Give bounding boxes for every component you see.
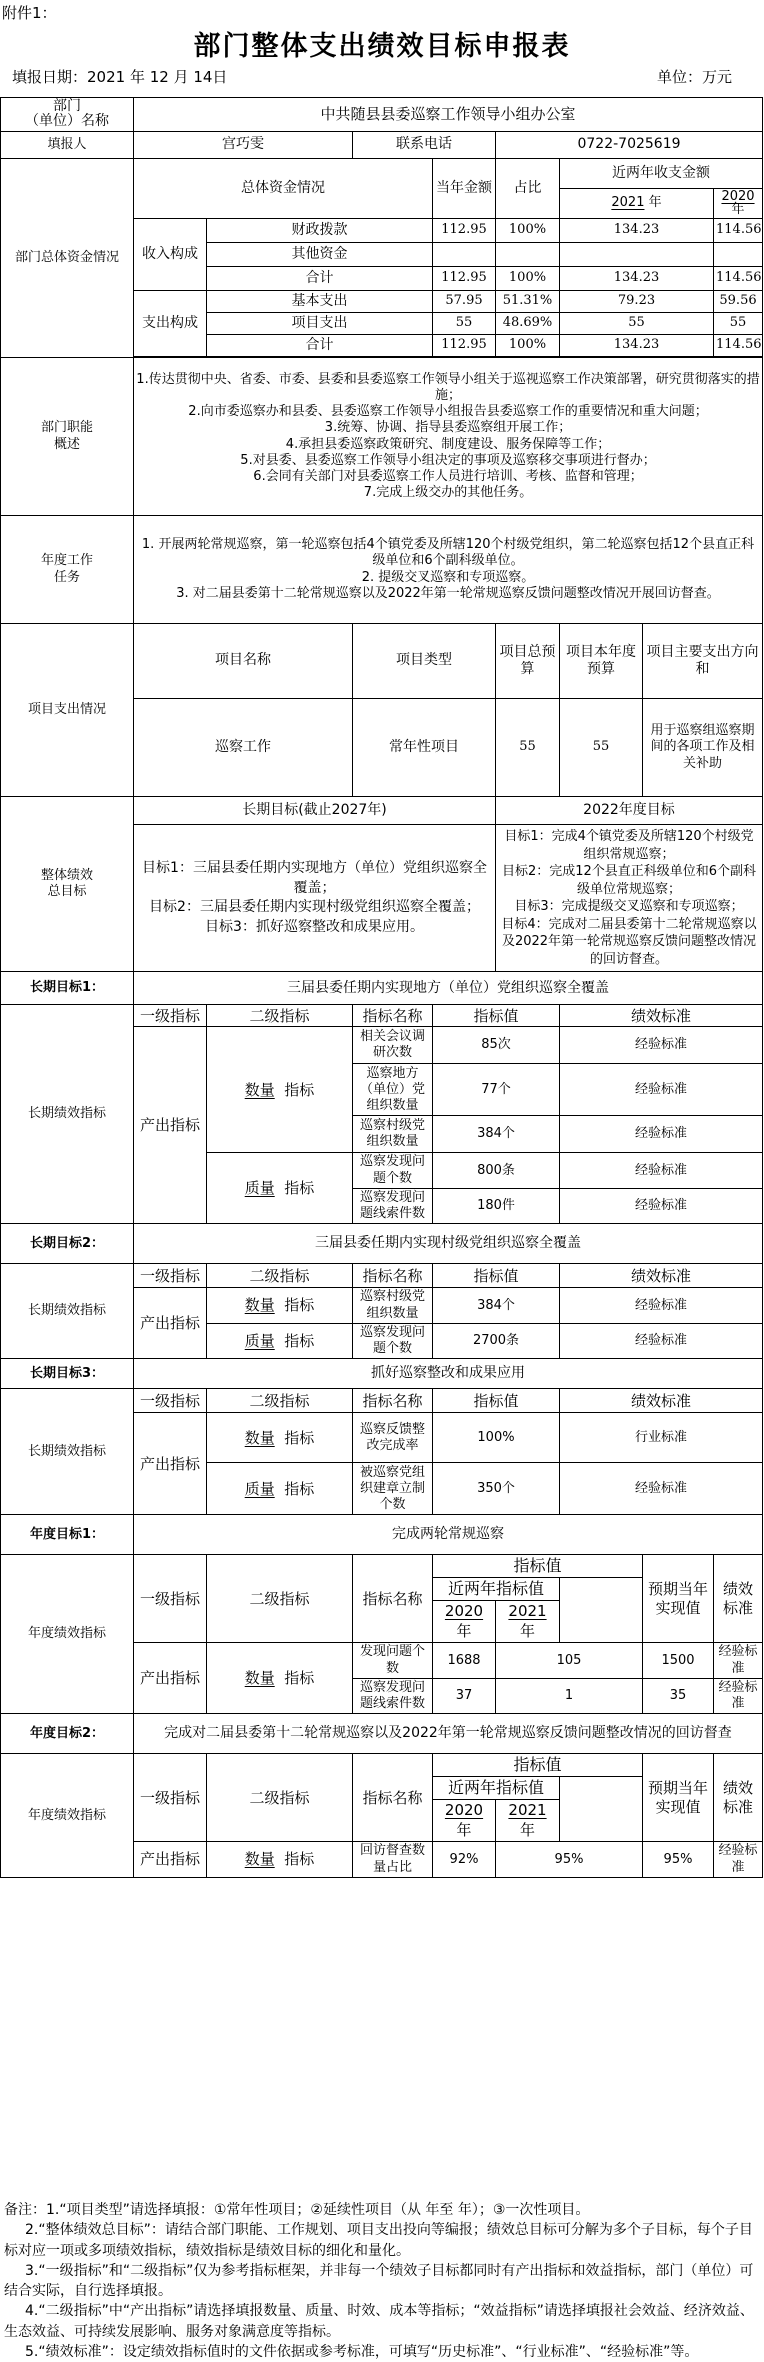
project-section-label: 项目支出情况 bbox=[1, 624, 134, 797]
expense-total-ratio: 100% bbox=[496, 335, 560, 357]
funds-year-2020 bbox=[714, 188, 763, 218]
funds-section-label: 部门总体资金情况 bbox=[1, 158, 134, 357]
task-item: 2. 提级交叉巡察和专项巡察。 bbox=[361, 569, 535, 585]
long2-quantity bbox=[207, 1288, 353, 1324]
long3-ind-name: 被巡察党组织建章立制个数 bbox=[353, 1463, 433, 1515]
year-goal-item: 目标3：完成提级交叉巡察和专项巡察； bbox=[514, 899, 744, 915]
year1-indvalue-header: 指标值 bbox=[433, 1555, 643, 1578]
long3-perf-label: 长期绩效指标 bbox=[1, 1389, 134, 1515]
basic-label: 基本支出 bbox=[207, 291, 433, 313]
long3-level1-header: 一级指标 bbox=[134, 1389, 207, 1413]
project-header-direction: 项目主要支出方向和 bbox=[643, 624, 763, 699]
long2-quality-word: 质量 bbox=[244, 1331, 275, 1350]
year1-ind-2020: 37 bbox=[433, 1678, 496, 1714]
other-2020 bbox=[714, 243, 763, 267]
filler-name: 宫巧雯 bbox=[134, 131, 353, 158]
long1-quality-suffix: 指标 bbox=[284, 1179, 315, 1198]
long1-ind-standard: 经验标准 bbox=[560, 1153, 763, 1189]
project-2021: 55 bbox=[560, 313, 714, 335]
year2-ind-standard: 经验标准 bbox=[714, 1842, 763, 1878]
project-header-name: 项目名称 bbox=[134, 624, 353, 699]
long1-ind-name: 巡察发现问题线索件数 bbox=[353, 1188, 433, 1224]
long2-level2-header: 二级指标 bbox=[207, 1264, 353, 1288]
tasks-label: 年度工作 任务 bbox=[1, 516, 134, 624]
long3-ind-value: 100% bbox=[433, 1413, 560, 1463]
other-amount bbox=[433, 243, 496, 267]
year1-recent-header: 近两年指标值 bbox=[433, 1578, 560, 1601]
overall-long-text bbox=[134, 825, 496, 972]
fiscal-label: 财政拨款 bbox=[207, 219, 433, 243]
long3-indname-header: 指标名称 bbox=[353, 1389, 433, 1413]
project-2020: 55 bbox=[714, 313, 763, 335]
long3-quantity-word: 数量 bbox=[244, 1428, 275, 1447]
overall-year-header: 2022年度目标 bbox=[496, 797, 763, 825]
project-header-total: 项目总预算 bbox=[496, 624, 560, 699]
duty-item: 2.向市委巡察办和县委、县委巡察工作领导小组报告县委巡察工作的重要情况和重大问题； bbox=[188, 404, 708, 420]
long2-label: 长期目标2： bbox=[1, 1224, 134, 1264]
long2-ind-name: 巡察发现问题个数 bbox=[353, 1323, 433, 1359]
long3-quantity-suffix: 指标 bbox=[284, 1428, 315, 1447]
long1-ind-value: 85次 bbox=[433, 1027, 560, 1064]
income-total-2021: 134.23 bbox=[560, 267, 714, 291]
year1-col-2020 bbox=[433, 1601, 496, 1643]
unit-value: 万元 bbox=[701, 68, 732, 86]
phone-value: 0722-7025619 bbox=[496, 131, 763, 158]
long3-quality-suffix: 指标 bbox=[284, 1479, 315, 1498]
long3-quality bbox=[207, 1463, 353, 1515]
year2-col-2020-value: 2020 bbox=[444, 1801, 484, 1820]
note-item: 备注：1.“项目类型”请选择填报：①常年性项目；②延续性项目（从 年至 年）；③一次性项目。 bbox=[4, 2202, 590, 2218]
fill-date bbox=[12, 66, 227, 87]
duty-item: 5.对县委、县委巡察工作领导小组决定的事项及巡察移交事项进行督办； bbox=[240, 452, 656, 468]
year1-col-2021-suffix: 年 bbox=[519, 1621, 535, 1640]
fiscal-2021: 134.23 bbox=[560, 219, 714, 243]
long-goal-item: 目标1：三届县委任期内实现地方（单位）党组织巡察全覆盖； bbox=[142, 860, 487, 896]
long1-ind-name: 巡察发现问题个数 bbox=[353, 1153, 433, 1189]
long1-ind-value: 180件 bbox=[433, 1188, 560, 1224]
long3-ind-standard: 经验标准 bbox=[560, 1463, 763, 1515]
year1-level2-header: 二级指标 bbox=[207, 1555, 353, 1643]
year2-quantity bbox=[207, 1842, 353, 1878]
overall-year-text bbox=[496, 825, 763, 972]
long3-standard-header: 绩效标准 bbox=[560, 1389, 763, 1413]
year1-col-2020-suffix: 年 bbox=[456, 1621, 472, 1640]
year2-col-2021-value: 2021 bbox=[508, 1801, 547, 1820]
long2-indvalue-header: 指标值 bbox=[433, 1264, 560, 1288]
project-expense-label: 项目支出 bbox=[207, 313, 433, 335]
long3-desc: 抓好巡察整改和成果应用 bbox=[134, 1359, 763, 1389]
long1-indvalue-header: 指标值 bbox=[433, 1005, 560, 1027]
long3-ind-standard: 行业标准 bbox=[560, 1413, 763, 1463]
long-goal-item: 目标2：三届县委任期内实现村级党组织巡察全覆盖； bbox=[149, 899, 480, 916]
long1-output-label: 产出指标 bbox=[134, 1027, 207, 1224]
long1-ind-value: 77个 bbox=[433, 1064, 560, 1116]
long1-level2-header: 二级指标 bbox=[207, 1005, 353, 1027]
year2-expected-header: 预期当年实现值 bbox=[643, 1754, 714, 1842]
phone-label: 联系电话 bbox=[353, 131, 496, 158]
year2-recent-blank bbox=[560, 1777, 643, 1842]
year2-col-2020 bbox=[433, 1800, 496, 1842]
long1-quality bbox=[207, 1153, 353, 1224]
year2-indname-header: 指标名称 bbox=[353, 1754, 433, 1842]
notes bbox=[4, 2200, 756, 2362]
duties-text bbox=[134, 358, 763, 516]
funds-header-ratio: 占比 bbox=[496, 158, 560, 218]
long2-indname-header: 指标名称 bbox=[353, 1264, 433, 1288]
basic-ratio: 51.31% bbox=[496, 291, 560, 313]
long1-ind-standard: 经验标准 bbox=[560, 1064, 763, 1116]
performance-table bbox=[0, 97, 763, 1878]
unit bbox=[657, 66, 732, 87]
year1-ind-expected: 1500 bbox=[643, 1643, 714, 1679]
long3-level2-header: 二级指标 bbox=[207, 1389, 353, 1413]
long2-ind-value: 384个 bbox=[433, 1288, 560, 1324]
year1-ind-name: 发现问题个数 bbox=[353, 1643, 433, 1679]
year1-output-label: 产出指标 bbox=[134, 1643, 207, 1714]
project-type: 常年性项目 bbox=[353, 699, 496, 797]
long1-ind-standard: 经验标准 bbox=[560, 1027, 763, 1064]
fiscal-amount: 112.95 bbox=[433, 219, 496, 243]
note-item: 2.“整体绩效总目标”：请结合部门职能、工作规划、项目支出投向等编报；绩效总目标可分解为多个子目标，每个子目标对应一项或多项绩效指标，绩效指标是绩效目标的细化和量化。 bbox=[4, 2222, 753, 2259]
other-2021 bbox=[560, 243, 714, 267]
filler-label: 填报人 bbox=[1, 131, 134, 158]
year1-label: 年度目标1： bbox=[1, 1515, 134, 1555]
dept-label: 部门 （单位）名称 bbox=[1, 98, 134, 132]
year-goal-item: 目标1：完成4个镇党委及所辖120个村级党组织常规巡察； bbox=[504, 829, 754, 862]
funds-year-2021-suffix: 年 bbox=[648, 195, 662, 211]
duty-item: 4.承担县委巡察政策研究、制度建设、服务保障等工作； bbox=[285, 436, 611, 452]
long2-desc: 三届县委任期内实现村级党组织巡察全覆盖 bbox=[134, 1224, 763, 1264]
long3-ind-name: 巡察反馈整改完成率 bbox=[353, 1413, 433, 1463]
income-total-label: 合计 bbox=[207, 267, 433, 291]
long3-indvalue-header: 指标值 bbox=[433, 1389, 560, 1413]
funds-year-2020-suffix: 年 bbox=[731, 202, 745, 218]
duty-item: 1.传达贯彻中央、省委、市委、县委和县委巡察工作领导小组关于巡视巡察工作决策部署，研究贯彻落实的措施； bbox=[136, 371, 760, 403]
other-ratio bbox=[496, 243, 560, 267]
long3-quantity bbox=[207, 1413, 353, 1463]
year-goal-item: 目标4：完成对二届县委第十二轮常规巡察以及2022年第一轮常规巡察反馈问题整改情况的回访督查。 bbox=[501, 916, 757, 967]
year2-label: 年度目标2： bbox=[1, 1714, 134, 1754]
fiscal-ratio: 100% bbox=[496, 219, 560, 243]
duty-item: 3.统筹、协调、指导县委巡察组开展工作； bbox=[324, 420, 572, 436]
funds-header-recent: 近两年收支金额 bbox=[560, 158, 763, 188]
long3-label: 长期目标3： bbox=[1, 1359, 134, 1389]
fiscal-2020: 114.56 bbox=[714, 219, 763, 243]
long2-ind-standard: 经验标准 bbox=[560, 1288, 763, 1324]
long1-ind-name: 相关会议调研次数 bbox=[353, 1027, 433, 1064]
note-item: 4.“二级指标”中“产出指标”请选择填报数量、质量、时效、成本等指标；“效益指标”请选择填报社会效益、经济效益、生态效益、可持续发展影响、服务对象满意度等指标。 bbox=[4, 2303, 754, 2340]
page-title: 部门整体支出绩效目标申报表 bbox=[193, 31, 571, 62]
year1-ind-2021: 1 bbox=[496, 1678, 643, 1714]
task-item: 1. 开展两轮常规巡察，第一轮巡察包括4个镇党委及所辖120个村级党组织，第二轮巡察包括12个县直正科级单位和6个副科级单位。 bbox=[141, 537, 755, 569]
tasks-text bbox=[134, 516, 763, 624]
income-total-ratio: 100% bbox=[496, 267, 560, 291]
long3-ind-value: 350个 bbox=[433, 1463, 560, 1515]
expense-total-2021: 134.23 bbox=[560, 335, 714, 357]
project-ratio: 48.69% bbox=[496, 313, 560, 335]
funds-header-amount: 当年金额 bbox=[433, 158, 496, 218]
long1-desc: 三届县委任期内实现地方（单位）党组织巡察全覆盖 bbox=[134, 972, 763, 1005]
year1-indname-header: 指标名称 bbox=[353, 1555, 433, 1643]
year1-expected-header: 预期当年实现值 bbox=[643, 1555, 714, 1643]
long1-quantity bbox=[207, 1027, 353, 1153]
project-name: 巡察工作 bbox=[134, 699, 353, 797]
year-goal-item: 目标2：完成12个县直正科级单位和6个副科级单位常规巡察； bbox=[501, 864, 757, 897]
year1-level1-header: 一级指标 bbox=[134, 1555, 207, 1643]
long2-level1-header: 一级指标 bbox=[134, 1264, 207, 1288]
year2-col-2021 bbox=[496, 1800, 560, 1842]
expense-total-2020: 114.56 bbox=[714, 335, 763, 357]
dept-name: 中共随县县委巡察工作领导小组办公室 bbox=[134, 98, 763, 132]
attachment-label: 附件1： bbox=[2, 4, 57, 22]
basic-2020: 59.56 bbox=[714, 291, 763, 313]
expense-total-amount: 112.95 bbox=[433, 335, 496, 357]
year1-quantity-suffix: 指标 bbox=[284, 1669, 315, 1688]
year1-col-2021 bbox=[496, 1601, 560, 1643]
long1-standard-header: 绩效标准 bbox=[560, 1005, 763, 1027]
year1-desc: 完成两轮常规巡察 bbox=[134, 1515, 763, 1555]
long2-ind-value: 2700条 bbox=[433, 1323, 560, 1359]
year2-col-2020-suffix: 年 bbox=[456, 1820, 472, 1839]
income-total-amount: 112.95 bbox=[433, 267, 496, 291]
year1-quantity-word: 数量 bbox=[244, 1669, 275, 1688]
year2-quantity-suffix: 指标 bbox=[284, 1850, 315, 1869]
basic-2021: 79.23 bbox=[560, 291, 714, 313]
long2-quality-suffix: 指标 bbox=[284, 1331, 315, 1350]
duties-label: 部门职能 概述 bbox=[1, 358, 134, 516]
year2-level1-header: 一级指标 bbox=[134, 1754, 207, 1842]
year2-quantity-word: 数量 bbox=[244, 1850, 275, 1869]
year1-std-header: 绩效标准 bbox=[714, 1555, 763, 1643]
expense-total-label: 合计 bbox=[207, 335, 433, 357]
expense-label: 支出构成 bbox=[134, 291, 207, 357]
long1-indname-header: 指标名称 bbox=[353, 1005, 433, 1027]
unit-label: 单位： bbox=[656, 68, 702, 86]
income-label: 收入构成 bbox=[134, 219, 207, 291]
long1-ind-standard: 经验标准 bbox=[560, 1188, 763, 1224]
year1-ind-2021: 105 bbox=[496, 1643, 643, 1679]
other-funds-label: 其他资金 bbox=[207, 243, 433, 267]
long2-perf-label: 长期绩效指标 bbox=[1, 1264, 134, 1359]
year2-desc: 完成对二届县委第十二轮常规巡察以及2022年第一轮常规巡察反馈问题整改情况的回访督查 bbox=[134, 1714, 763, 1754]
long1-quality-word: 质量 bbox=[244, 1179, 275, 1198]
long2-output-label: 产出指标 bbox=[134, 1288, 207, 1359]
long2-ind-name: 巡察村级党组织数量 bbox=[353, 1288, 433, 1324]
long1-label: 长期目标1： bbox=[1, 972, 134, 1005]
year2-ind-2021: 95% bbox=[496, 1842, 643, 1878]
long-goal-item: 目标3：抓好巡察整改和成果应用。 bbox=[205, 918, 424, 935]
funds-year-2021-value: 2021 bbox=[611, 195, 645, 211]
project-total-budget: 55 bbox=[496, 699, 560, 797]
long1-ind-name: 巡察村级党组织数量 bbox=[353, 1116, 433, 1153]
project-header-type: 项目类型 bbox=[353, 624, 496, 699]
year2-col-2021-suffix: 年 bbox=[519, 1820, 535, 1839]
year1-quantity bbox=[207, 1643, 353, 1714]
project-direction: 用于巡察组巡察期间的各项工作及相关补助 bbox=[643, 699, 763, 797]
fill-info-row bbox=[12, 66, 752, 92]
duty-item: 7.完成上级交办的其他任务。 bbox=[363, 485, 533, 501]
year2-indvalue-header: 指标值 bbox=[433, 1754, 643, 1777]
funds-year-2021 bbox=[560, 188, 714, 218]
task-item: 3. 对二届县委第十二轮常规巡察以及2022年第一轮常规巡察反馈问题整改情况开展回访督查。 bbox=[176, 585, 720, 601]
note-item: 5.“绩效标准”：设定绩效指标值时的文件依据或参考标准，可填写“历史标准”、“行业标准”、“经验标准”等。 bbox=[25, 2344, 699, 2361]
long1-ind-standard: 经验标准 bbox=[560, 1116, 763, 1153]
year2-ind-2020: 92% bbox=[433, 1842, 496, 1878]
overall-long-header: 长期目标(截止2027年) bbox=[134, 797, 496, 825]
fill-date-label: 填报日期： bbox=[12, 68, 88, 86]
project-year-budget: 55 bbox=[560, 699, 643, 797]
year1-perf-label: 年度绩效指标 bbox=[1, 1555, 134, 1714]
year2-ind-name: 回访督查数量占比 bbox=[353, 1842, 433, 1878]
long1-perf-label: 长期绩效指标 bbox=[1, 1005, 134, 1224]
year2-recent-header: 近两年指标值 bbox=[433, 1777, 560, 1800]
project-amount: 55 bbox=[433, 313, 496, 335]
year1-col-2021-value: 2021 bbox=[508, 1602, 547, 1621]
note-item: 3.“一级指标”和“二级指标”仅为参考指标框架，并非每一个绩效子目标都同时有产出指标和效益指标，部门（单位）可结合实际，自行选择填报。 bbox=[4, 2262, 754, 2300]
overall-label: 整体绩效 总目标 bbox=[1, 797, 134, 972]
long1-ind-value: 384个 bbox=[433, 1116, 560, 1153]
funds-header-total: 总体资金情况 bbox=[134, 158, 433, 218]
year1-ind-standard: 经验标准 bbox=[714, 1643, 763, 1679]
year2-level2-header: 二级指标 bbox=[207, 1754, 353, 1842]
long3-quality-word: 质量 bbox=[244, 1479, 275, 1498]
year1-ind-expected: 35 bbox=[643, 1678, 714, 1714]
year2-std-header: 绩效标准 bbox=[714, 1754, 763, 1842]
income-total-2020: 114.56 bbox=[714, 267, 763, 291]
year1-recent-blank bbox=[560, 1578, 643, 1643]
funds-year-2020-value: 2020 bbox=[721, 188, 755, 204]
long1-ind-name: 巡察地方（单位）党组织数量 bbox=[353, 1064, 433, 1116]
year2-ind-expected: 95% bbox=[643, 1842, 714, 1878]
project-header-year: 项目本年度预算 bbox=[560, 624, 643, 699]
long2-standard-header: 绩效标准 bbox=[560, 1264, 763, 1288]
year1-col-2020-value: 2020 bbox=[444, 1602, 484, 1621]
year1-ind-name: 巡察发现问题线索件数 bbox=[353, 1678, 433, 1714]
long2-quantity-suffix: 指标 bbox=[284, 1296, 315, 1315]
year2-perf-label: 年度绩效指标 bbox=[1, 1754, 134, 1878]
long2-quality bbox=[207, 1323, 353, 1359]
long1-ind-value: 800条 bbox=[433, 1153, 560, 1189]
long3-output-label: 产出指标 bbox=[134, 1413, 207, 1515]
year1-ind-standard: 经验标准 bbox=[714, 1678, 763, 1714]
year1-ind-2020: 1688 bbox=[433, 1643, 496, 1679]
basic-amount: 57.95 bbox=[433, 291, 496, 313]
long1-level1-header: 一级指标 bbox=[134, 1005, 207, 1027]
long1-quantity-suffix: 指标 bbox=[284, 1080, 315, 1099]
year2-output-label: 产出指标 bbox=[134, 1842, 207, 1878]
long1-quantity-word: 数量 bbox=[244, 1080, 275, 1099]
duty-item: 6.会同有关部门对县委巡察工作人员进行培训、考核、监督和管理； bbox=[253, 469, 643, 485]
long2-quantity-word: 数量 bbox=[244, 1296, 275, 1315]
long2-ind-standard: 经验标准 bbox=[560, 1323, 763, 1359]
fill-date-value: 2021 年 12 月 14日 bbox=[87, 68, 228, 86]
